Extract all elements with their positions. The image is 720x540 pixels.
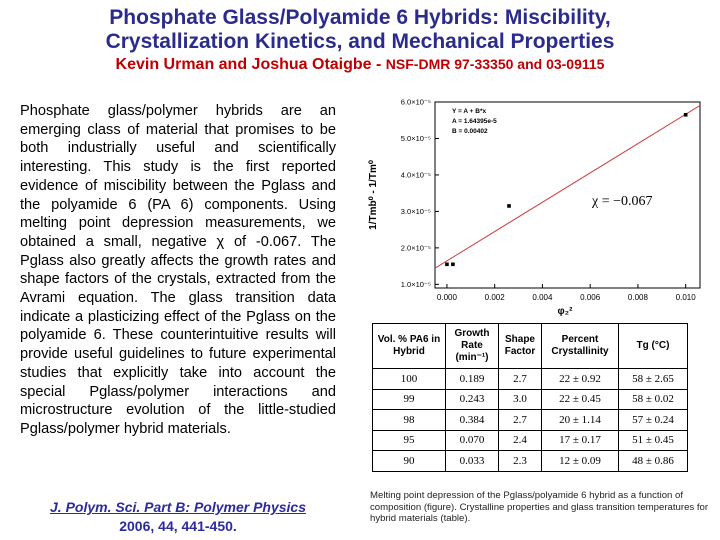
table-cell: 12 ± 0.09: [542, 451, 619, 472]
properties-table: [372, 323, 688, 472]
y-tick-label: 6.0×10⁻⁵: [400, 97, 431, 107]
col-header-crystallinity: Percent Crystallinity: [542, 324, 619, 369]
col-header-shape: Shape Factor: [499, 324, 542, 369]
table-cell: 0.033: [446, 451, 499, 472]
legend-line-2: A = 1.64395e-5: [452, 118, 497, 125]
table-cell: 3.0: [499, 389, 542, 410]
y-tick-label: 2.0×10⁻⁵: [400, 243, 431, 253]
table-row: [373, 430, 688, 451]
page-title: [0, 6, 720, 54]
title-line-2: Crystallization Kinetics, and Mechanical Properties: [105, 30, 615, 53]
x-axis-label: φ₂²: [557, 306, 573, 317]
y-axis-label: 1/Tmb⁰ - 1/Tm⁰: [368, 160, 379, 230]
citation-journal-link[interactable]: J. Polym. Sci. Part B: Polymer Physics: [50, 499, 306, 515]
table-row: [373, 451, 688, 472]
x-tick-label: 0.008: [627, 293, 648, 302]
y-tick-label: 1.0×10⁻⁵: [400, 279, 431, 289]
y-tick-label: 5.0×10⁻⁵: [400, 133, 431, 143]
y-tick-label: 4.0×10⁻⁵: [400, 170, 431, 180]
table-cell: 2.3: [499, 451, 542, 472]
table-cell: 0.189: [446, 369, 499, 390]
author-names: Kevin Urman and Joshua Otaigbe -: [115, 56, 386, 73]
data-point: [445, 262, 449, 266]
x-tick-label: 0.000: [436, 293, 457, 302]
melting-point-chart: [360, 92, 705, 318]
table-row: [373, 389, 688, 410]
table-row: [373, 369, 688, 390]
table-cell: 20 ± 1.14: [542, 410, 619, 431]
grant-numbers: NSF-DMR 97-33350 and 03-09115: [385, 56, 605, 72]
col-header-growth: Growth Rate (min⁻¹): [446, 324, 499, 369]
table-cell: 2.7: [499, 410, 542, 431]
x-tick-label: 0.010: [675, 293, 696, 302]
table-cell: 0.384: [446, 410, 499, 431]
legend-line-3: B = 0.00402: [452, 128, 488, 135]
title-line-1: Phosphate Glass/Polyamide 6 Hybrids: Miscibility,: [109, 6, 611, 29]
table-cell: 90: [373, 451, 446, 472]
table-cell: 22 ± 0.45: [542, 389, 619, 410]
table-cell: 17 ± 0.17: [542, 430, 619, 451]
citation-volume-pages: , 44, 441-450.: [150, 518, 237, 534]
col-header-vol: Vol. % PA6 in Hybrid: [373, 324, 446, 369]
table-cell: 22 ± 0.92: [542, 369, 619, 390]
table-row: [373, 410, 688, 431]
citation: [20, 498, 336, 536]
citation-year: 2006: [119, 518, 151, 534]
table-cell: 57 ± 0.24: [619, 410, 688, 431]
y-tick-label: 3.0×10⁻⁵: [400, 206, 431, 216]
data-point: [507, 204, 511, 208]
table-cell: 99: [373, 389, 446, 410]
table-cell: 58 ± 2.65: [619, 369, 688, 390]
x-tick-label: 0.004: [532, 293, 553, 302]
table-cell: 2.4: [499, 430, 542, 451]
col-header-tg: Tg (°C): [619, 324, 688, 369]
body-paragraph: Phosphate glass/polymer hybrids are an emerging class of material that promises to be both industrially useful and scientifically interesting. This study is the first reported evidence of miscibility between the Pglass and the polyamide 6 (PA 6) components. Using melting point depression measurements, we obtained a small, negative χ of -0.067. The Pglass also greatly affects the growth rates and shape factors of the crystals, extracted from the Avrami equation. The glass transition data indicate a plasticizing effect of the Pglass on the polyamide 6. These counterintuitive results will provide useful guidelines to future experimental studies that explicitly take into account the special Pglass/polymer interactions and microstructure evolution of the little-studied Pglass/polymer hybrid materials.: [20, 103, 336, 437]
table-cell: 48 ± 0.86: [619, 451, 688, 472]
data-point: [684, 113, 688, 117]
x-tick-label: 0.002: [484, 293, 505, 302]
x-tick-label: 0.006: [580, 293, 601, 302]
fit-legend: [452, 108, 497, 135]
chi-annotation: χ = −0.067: [592, 194, 653, 209]
table-cell: 0.070: [446, 430, 499, 451]
legend-line-1: Y = A + B*x: [452, 108, 487, 115]
data-point: [451, 262, 455, 266]
table-cell: 98: [373, 410, 446, 431]
table-cell: 58 ± 0.02: [619, 389, 688, 410]
authors-line: [0, 54, 720, 75]
table-cell: 51 ± 0.45: [619, 430, 688, 451]
table-cell: 100: [373, 369, 446, 390]
table-cell: 2.7: [499, 369, 542, 390]
figure-caption: Melting point depression of the Pglass/polyamide 6 hybrid as a function of composition (figure). Crystalline properties and glass transition temperatures for hybrid materials (table).: [370, 490, 709, 524]
table-cell: 95: [373, 430, 446, 451]
table-header-row: [373, 324, 688, 369]
table-cell: 0.243: [446, 389, 499, 410]
